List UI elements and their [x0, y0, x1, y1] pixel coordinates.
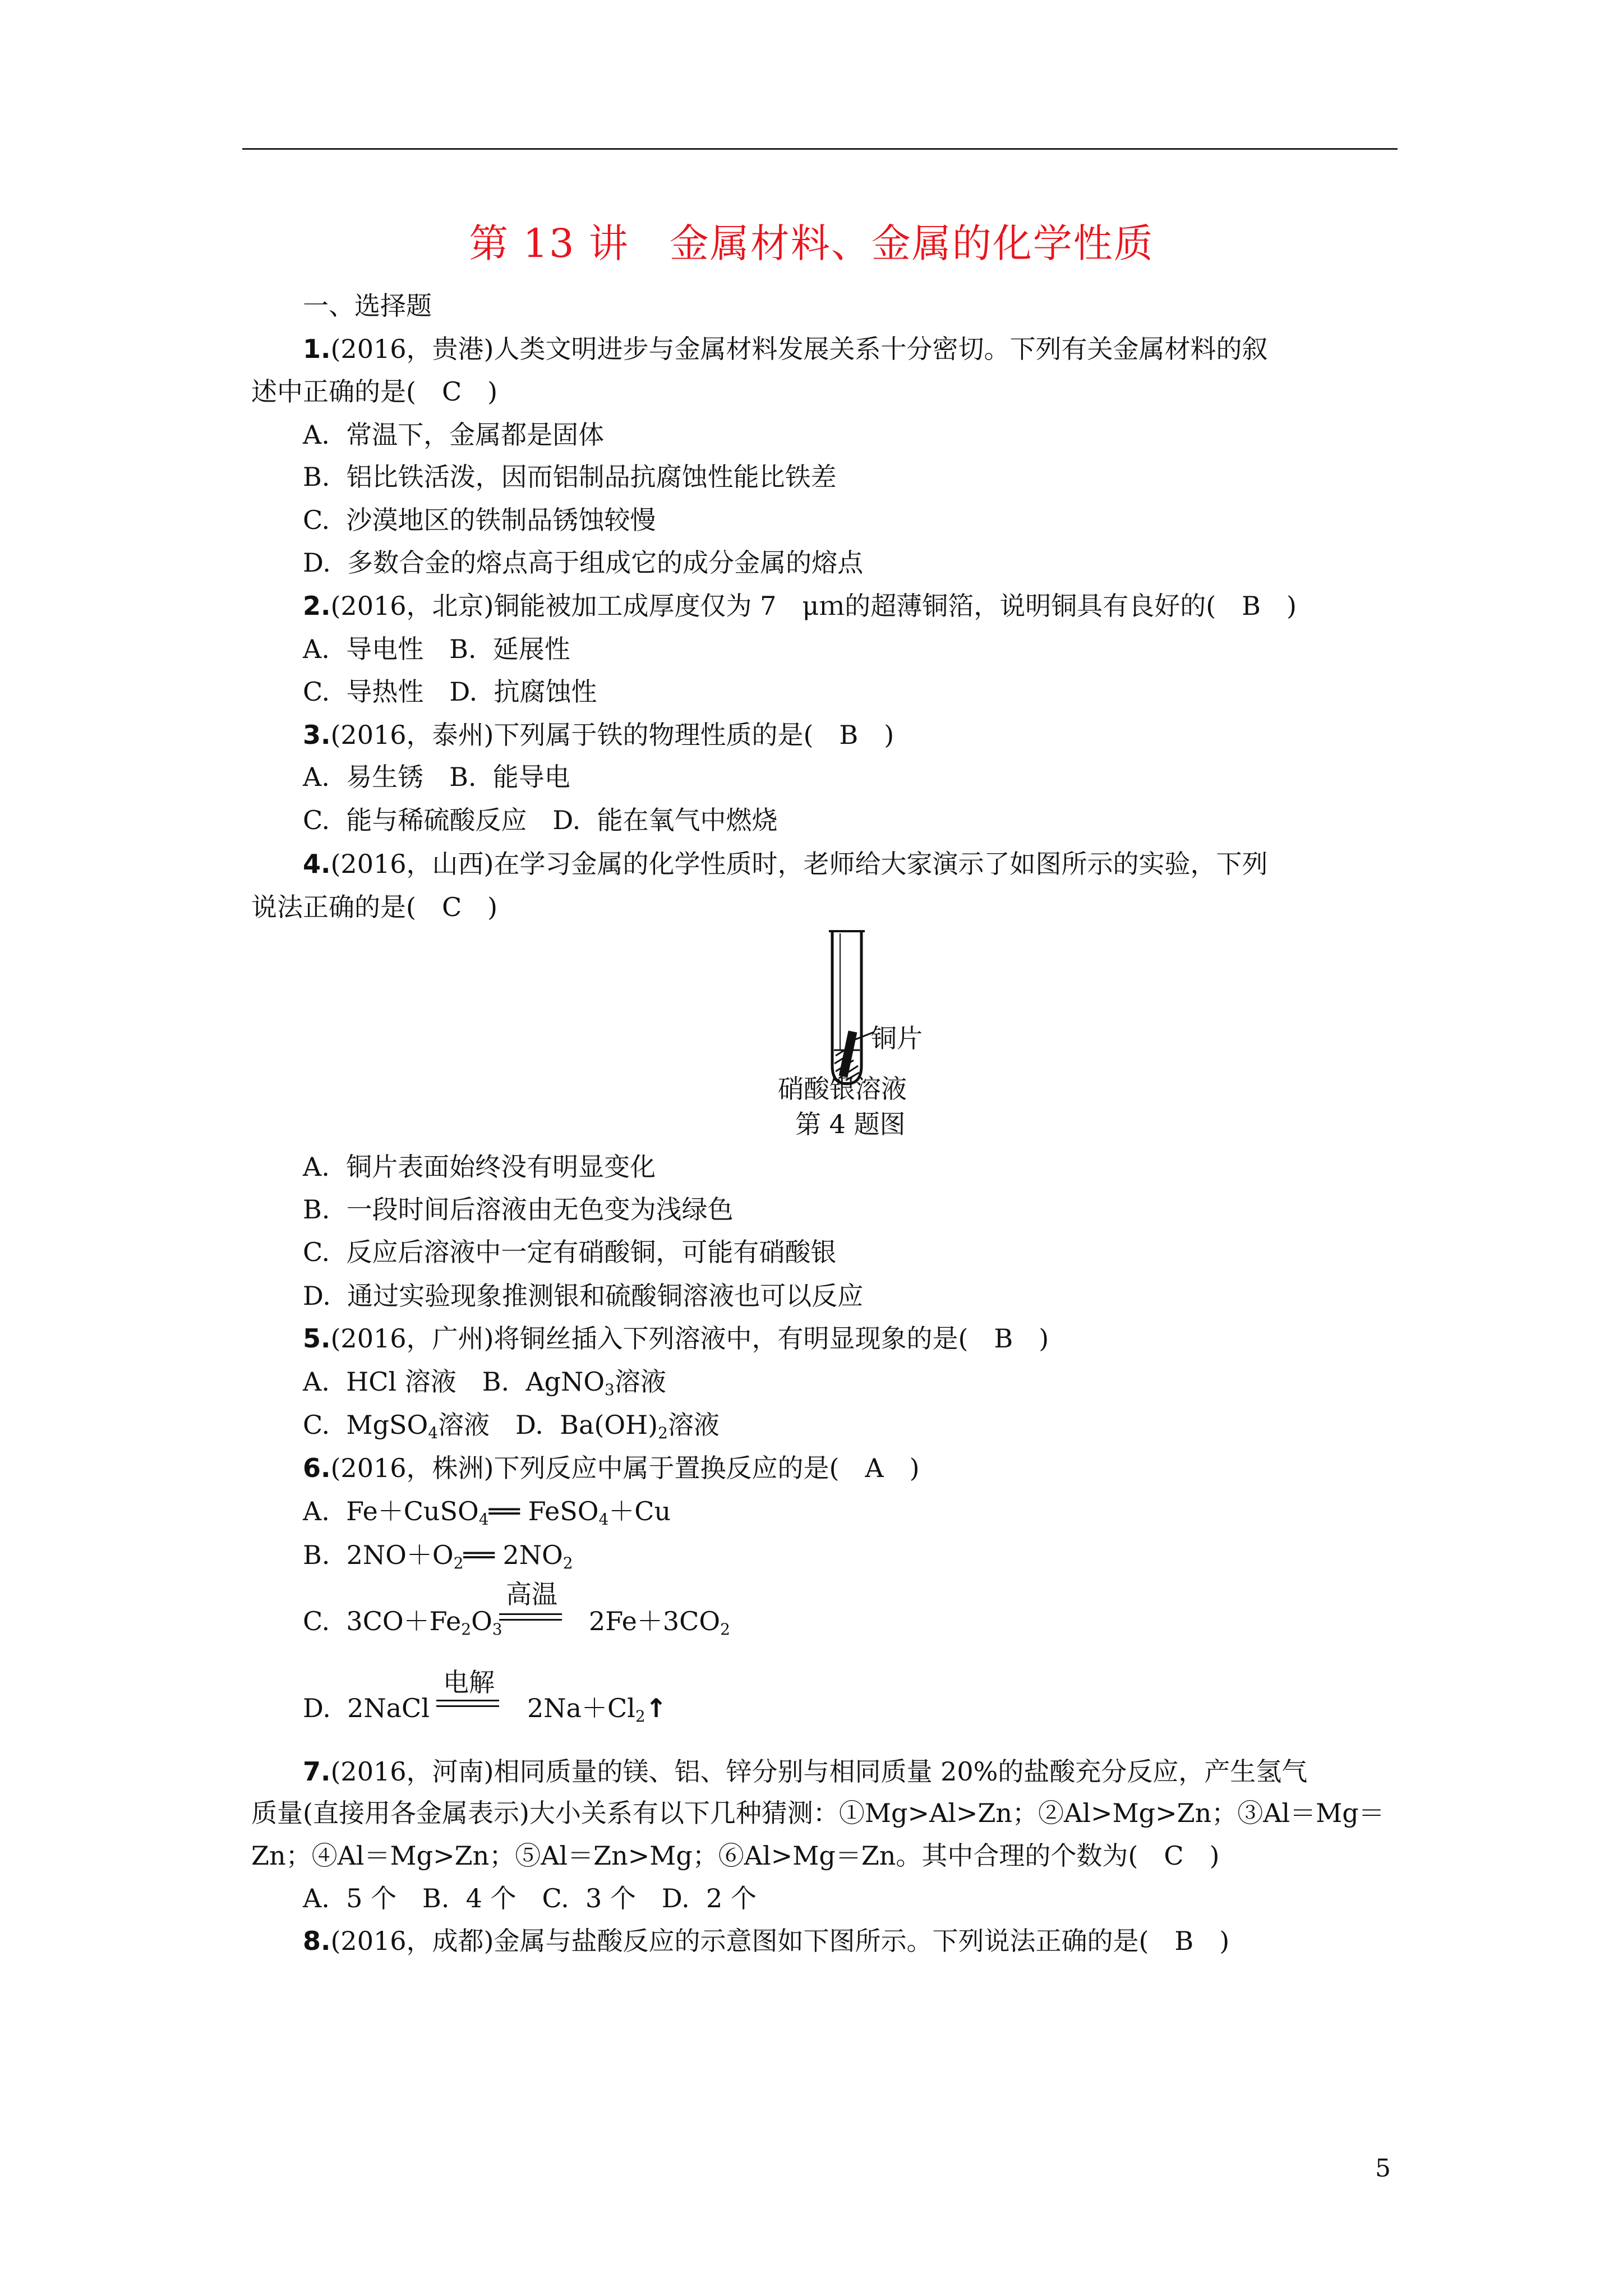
equation-text: A. Fe＋CuSO [303, 1496, 479, 1526]
question-number: 2. [303, 591, 331, 621]
question-1-option-c: C. 沙漠地区的铁制品锈蚀较慢 [303, 505, 656, 535]
subscript: 2 [635, 1707, 645, 1726]
page-number: 5 [1375, 2154, 1391, 2183]
question-number: 3. [303, 720, 331, 750]
gas-arrow-icon: ↑ [645, 1693, 667, 1723]
question-text: (2016，山西)在学习金属的化学性质时，老师给大家演示了如图所示的实验，下列 [330, 849, 1268, 879]
question-number: 6. [303, 1453, 331, 1483]
question-number: 1. [303, 334, 331, 364]
question-3-stem [303, 718, 894, 752]
subscript: 2 [658, 1424, 668, 1442]
question-1-option-b: B. 铝比铁活泼，因而铝制品抗腐蚀性能比铁差 [303, 462, 837, 492]
option-text: C. MgSO [303, 1410, 428, 1440]
question-3-options-ab: A. 易生锈 B. 能导电 [303, 762, 570, 792]
question-number: 5. [303, 1323, 331, 1354]
reaction-condition-high-temp: 高温 [506, 1579, 557, 1609]
question-6-option-d-left: D. 2NaCl [303, 1693, 430, 1723]
question-5-options-cd [303, 1408, 720, 1442]
equation-text: ══ FeSO [488, 1496, 599, 1526]
question-1-stem [303, 332, 1267, 366]
subscript: 2 [720, 1620, 730, 1639]
equation-bar [499, 1619, 562, 1621]
equation-bar [499, 1613, 562, 1615]
question-7-stem-cont-2: Zn；④Al＝Mg>Zn；⑤Al＝Zn>Mg；⑥Al>Mg＝Zn。其中合理的个数为( C ) [251, 1841, 1220, 1871]
question-text: (2016，株洲)下列反应中属于置换反应的是( A ) [330, 1453, 920, 1483]
question-7-options: A. 5 个 B. 4 个 C. 3 个 D. 2 个 [303, 1883, 757, 1913]
subscript: 4 [428, 1424, 439, 1442]
equation-text: ＋Cu [608, 1496, 671, 1526]
question-6-option-a [303, 1494, 671, 1528]
question-text: (2016，广州)将铜丝插入下列溶液中，有明显现象的是( B ) [330, 1323, 1049, 1354]
question-text: (2016，泰州)下列属于铁的物理性质的是( B ) [330, 720, 895, 750]
equation-text: 2Na＋Cl [527, 1693, 635, 1723]
question-4-stem [303, 847, 1267, 881]
question-4-option-b: B. 一段时间后溶液由无色变为浅绿色 [303, 1194, 734, 1225]
question-text: (2016，北京)铜能被加工成厚度仅为 7 μｍ的超薄铜箔，说明铜具有良好的( B ) [330, 591, 1297, 621]
subscript: 2 [562, 1554, 573, 1572]
subscript: 4 [598, 1510, 609, 1529]
option-text: 溶液 D. Ba(OH) [438, 1410, 658, 1440]
figure-label-copper: 铜片 [871, 1023, 923, 1053]
subscript: 3 [492, 1620, 502, 1639]
question-1-option-a: A. 常温下，金属都是固体 [303, 420, 605, 450]
question-2-options-cd: C. 导热性 D. 抗腐蚀性 [303, 677, 597, 707]
question-text: (2016，成都)金属与盐酸反应的示意图如下图所示。下列说法正确的是( B ) [330, 1926, 1230, 1956]
question-6-option-d-right [527, 1691, 667, 1725]
figure-caption: 第 4 题图 [795, 1109, 906, 1139]
figure-label-solution: 硝酸银溶液 [778, 1074, 907, 1104]
equation-text: B. 2NO＋O [303, 1540, 454, 1570]
question-text: (2016，河南)相同质量的镁、铝、锌分别与相同质量 20%的盐酸充分反应，产生氢气 [330, 1756, 1308, 1787]
subscript: 2 [453, 1554, 464, 1572]
question-7-stem-cont-1: 质量(直接用各金属表示)大小关系有以下几种猜测：①Mg>Al>Zn；②Al>Mg>Zn；③Al＝Mg＝ [251, 1798, 1385, 1828]
question-number: 7. [303, 1756, 331, 1787]
question-5-stem [303, 1322, 1049, 1355]
reaction-condition-electrolysis: 电解 [443, 1667, 495, 1697]
option-text: 溶液 [614, 1366, 666, 1397]
question-1-option-d: D. 多数合金的熔点高于组成它的成分金属的熔点 [303, 547, 864, 578]
equation-text: 2Fe＋3CO [589, 1606, 721, 1636]
question-1-stem-cont: 述中正确的是( C ) [251, 376, 498, 407]
question-4-option-c: C. 反应后溶液中一定有硝酸铜，可能有硝酸银 [303, 1237, 837, 1267]
equation-bar [436, 1700, 499, 1701]
question-7-stem [303, 1755, 1307, 1788]
equation-text: ══ 2NO [463, 1540, 563, 1570]
question-4-option-d: D. 通过实验现象推测银和硫酸铜溶液也可以反应 [303, 1281, 864, 1311]
option-text: A. HCl 溶液 B. AgNO [303, 1366, 605, 1397]
question-6-option-b [303, 1538, 573, 1572]
question-2-stem [303, 589, 1297, 623]
header-rule [242, 148, 1398, 150]
subscript: 2 [461, 1620, 472, 1639]
question-6-option-c-left [303, 1604, 502, 1638]
lesson-title: 第 13 讲 金属材料、金属的化学性质 [469, 220, 1154, 266]
question-number: 4. [303, 849, 331, 879]
question-3-options-cd: C. 能与稀硫酸反应 D. 能在氧气中燃烧 [303, 805, 778, 835]
equation-text: C. 3CO＋Fe [303, 1606, 462, 1636]
question-6-stem [303, 1451, 920, 1485]
question-4-option-a: A. 铜片表面始终没有明显变化 [303, 1152, 656, 1182]
question-2-options-ab: A. 导电性 B. 延展性 [303, 634, 570, 664]
subscript: 3 [605, 1381, 615, 1399]
section-heading: 一、选择题 [303, 291, 432, 321]
subscript: 4 [478, 1510, 489, 1529]
option-text: 溶液 [667, 1410, 720, 1440]
question-4-stem-cont: 说法正确的是( C ) [251, 892, 498, 922]
question-8-stem [303, 1924, 1229, 1958]
equation-bar [436, 1705, 499, 1707]
question-5-options-ab [303, 1365, 666, 1398]
question-6-option-c-right [589, 1604, 730, 1638]
question-number: 8. [303, 1926, 331, 1956]
question-text: (2016，贵港)人类文明进步与金属材料发展关系十分密切。下列有关金属材料的叙 [330, 334, 1268, 364]
equation-text: O [471, 1606, 492, 1636]
